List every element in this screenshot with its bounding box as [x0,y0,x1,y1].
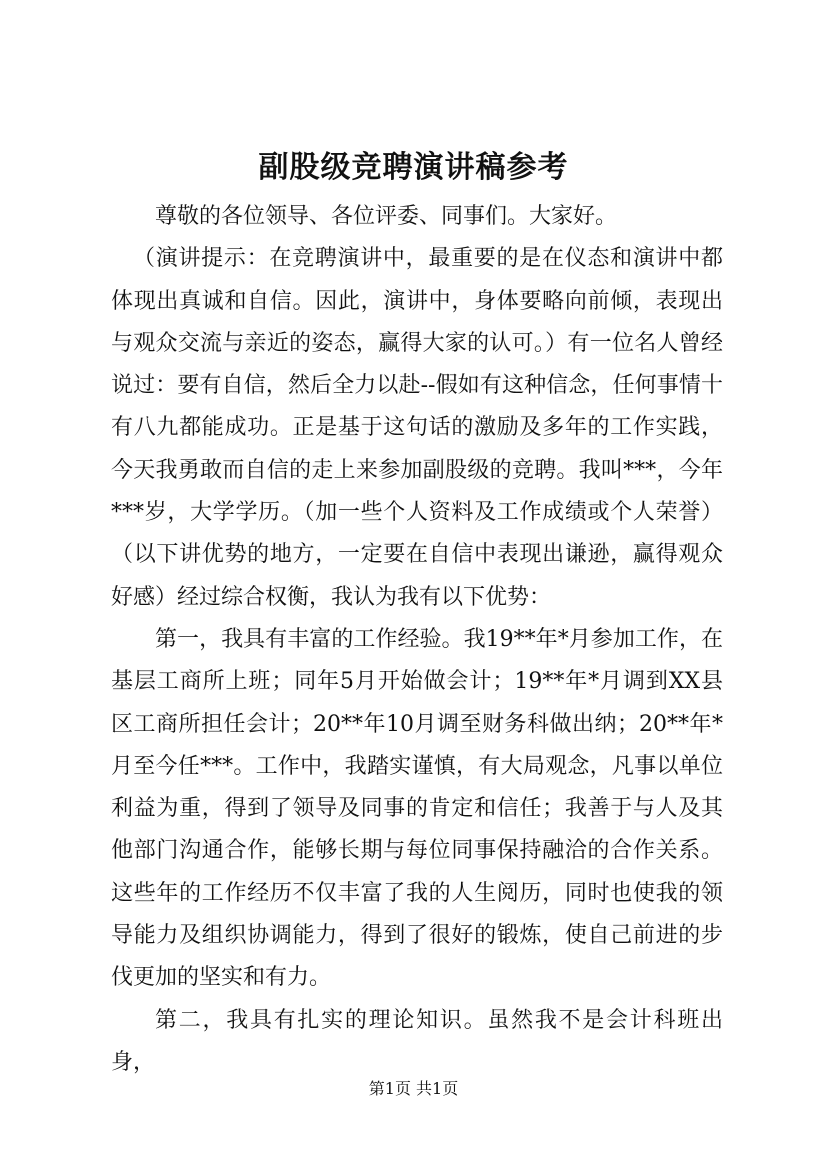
paragraph-greeting: 尊敬的各位领导、各位评委、同事们。大家好。 [155,204,618,229]
paragraph-intro: （演讲提示：在竞聘演讲中，最重要的是在仪态和演讲中都体现出真诚和自信。因此，演讲中，身体要略向前倾，表现出与观众交流与亲近的姿态，赢得大家的认可。）有一位名人曾经说过：要有自信，然后全力以赴--假如有这种信念，任何事情十有八九都能成功。正是基于这句话的激励及多年的工作实践，今天我勇敢而自信的走上来参加副股级的竞聘。我叫***，今年***岁，大学学历。（加一些个人资料及工作成绩或个人荣誉）（以下讲优势的地方，一定要在自信中表现出谦逊，赢得观众好感）经过综合权衡，我认为我有以下优势： [111,246,723,610]
document-body [111,196,723,1084]
page-title: 副股级竞聘演讲稿参考 [258,150,569,185]
paragraph-advantage-one: 第一，我具有丰富的工作经验。我19**年*月参加工作，在基层工商所上班；同年5月开始做会计；19**年*月调到XX县区工商所担任会计；20**年10月调至财务科做出纳；20**年*月至今任***。工作中，我踏实谨慎，有大局观念，凡事以单位利益为重，得到了领导及同事的肯定和信任；我善于与人及其他部门沟通合作，能够长期与每位同事保持融洽的合作关系。这些年的工作经历不仅丰富了我的人生阅历，同时也使我的领导能力及组织协调能力，得到了很好的锻炼，使自己前进的步伐更加的坚实和有力。 [111,626,723,991]
page-footer: 第1页 共1页 [368,1079,459,1098]
paragraph-advantage-two: 第二，我具有扎实的理论知识。虽然我不是会计科班出身， [111,1007,723,1075]
